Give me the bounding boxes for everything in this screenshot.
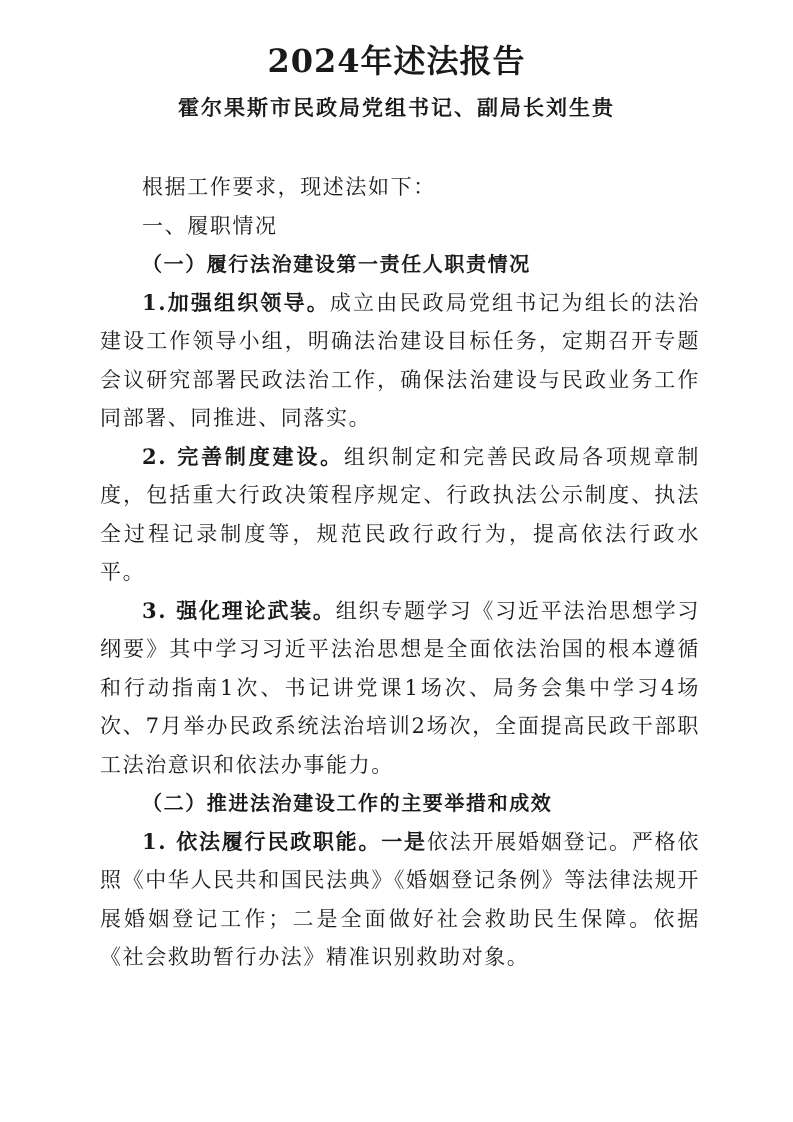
paragraph-item-4 <box>100 823 700 977</box>
paragraph-lead: 1.加强组织领导。 <box>142 289 330 315</box>
paragraph-item-3 <box>100 592 700 785</box>
paragraph-lead: 2. 完善制度建设。 <box>142 443 344 469</box>
paragraph-text: 依法开展婚姻登记。严格依照《中华人民共和国民法典》《婚姻登记条例》等法律法规开展婚姻登记工作；二是全面做好社会救助民生保障。依据《社会救助暂行办法》精准识别救助对象。 <box>100 829 700 969</box>
intro-paragraph: 根据工作要求，现述法如下： <box>142 175 436 199</box>
paragraph-text: 组织专题学习《习近平法治思想学习纲要》其中学习习近平法治思想是全面依法治国的根本遵循和行动指南1次、书记讲党课1场次、局务会集中学习4场次、7月举办民政系统法治培训2场次，全面提高民政干部职工法治意识和依法办事能力。 <box>100 598 700 777</box>
subsection-heading-1: （一）履行法治建设第一责任人职责情况 <box>142 252 531 276</box>
document-subtitle: 霍尔果斯市民政局党组书记、副局长刘生贵 <box>178 95 615 120</box>
section-heading: 一、履职情况 <box>142 213 278 238</box>
document-body <box>100 168 700 977</box>
document-title: 2024年述法报告 <box>267 42 526 80</box>
paragraph-lead: 1. 依法履行民政职能。一是 <box>142 828 427 854</box>
paragraph-lead: 3. 强化理论武装。 <box>142 597 336 623</box>
paragraph-item-2 <box>100 438 700 592</box>
paragraph-text: 成立由民政局党组书记为组长的法治建设工作领导小组，明确法治建设目标任务，定期召开专题会议研究部署民政法治工作，确保法治建设与民政业务工作同部署、同推进、同落实。 <box>100 290 700 430</box>
paragraph-text: 组织制定和完善民政局各项规章制度，包括重大行政决策程序规定、行政执法公示制度、执法全过程记录制度等，规范民政行政行为，提高依法行政水平。 <box>100 444 700 584</box>
paragraph-item-1 <box>100 284 700 438</box>
subsection-heading-2: （二）推进法治建设工作的主要举措和成效 <box>142 791 553 815</box>
